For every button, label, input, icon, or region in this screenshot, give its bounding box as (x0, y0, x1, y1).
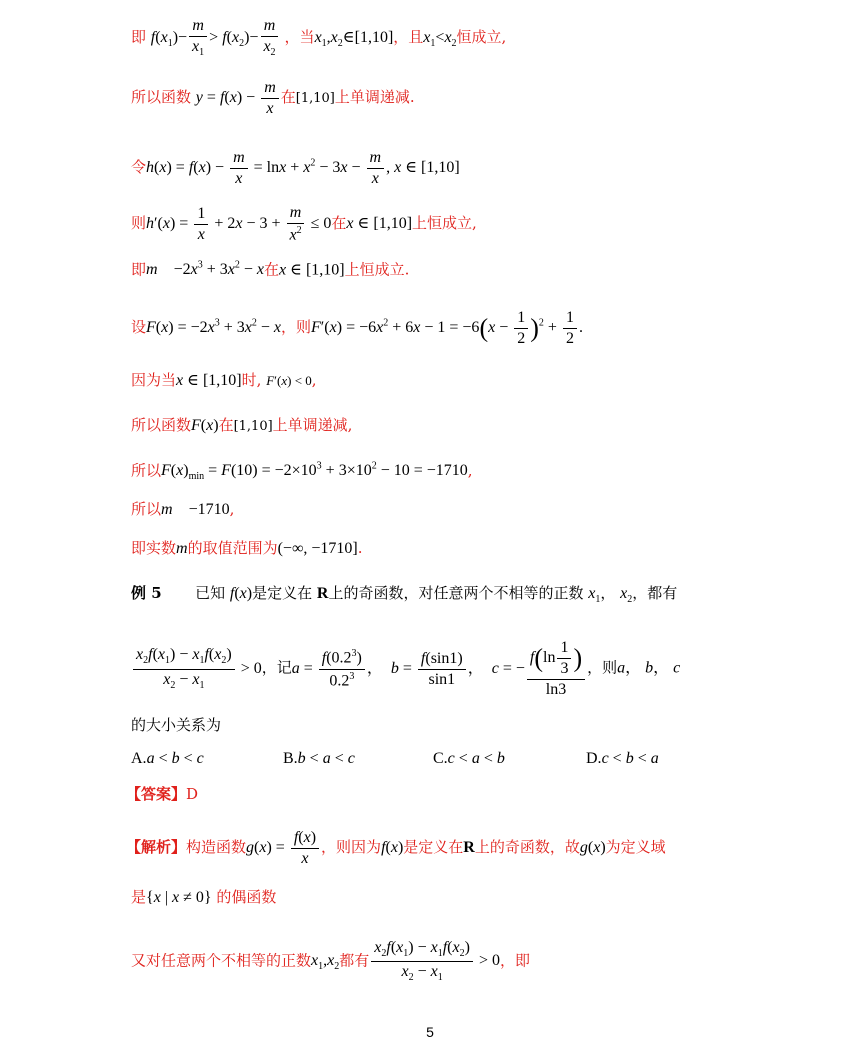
analysis-label: 【解析】 (126, 838, 187, 857)
answer-line (126, 787, 198, 802)
derivation-line-5: 即m $-2x^3 + 3x^2 - x$在x ∈ [1,10]上恒成立. (131, 260, 410, 279)
derivation-line-2: 所以函数 y = f(x) − $\frac{m}{x}$ 在[1,10]上单调递减. (131, 79, 415, 117)
example-5-line-2: $\frac{x_2f(x_1) - x_1f(x_2)}{x_2 - x_1}$ > 0，记a = $\frac{f(0.2^3)}{0.2^3}$ ， b = $\frac{f(\sin 1)}{\sin 1}$ ， c = − f(ln $\frac{1}{3}$ ) ln3 ，则a， b， c (131, 640, 680, 698)
derivation-line-7: 因为当x ∈ [1,10]时, F′(x) < 0, (131, 371, 317, 389)
example-label: 例 5 (131, 584, 162, 602)
example-5-line-1: 例 5 已知 f(x)是定义在 R上的奇函数，对任意两个不相等的正数 $x_1$， $x_2$，都有 (131, 584, 678, 606)
answer-label: 【答案】 (126, 785, 187, 803)
derivation-line-3: 令h(x) = f(x) − $\frac{m}{x}$ = $\ln x + x^2 - 3x$ − $\frac{m}{x}$ , x ∈ [1,10] (131, 149, 460, 187)
derivation-line-11: 即实数m的取值范围为(−∞, −1710]. (131, 539, 363, 557)
example-5-line-3: 的大小关系为 (131, 716, 222, 734)
answer-value: D (186, 785, 199, 803)
option-c[interactable]: C.c < a < b (433, 750, 505, 767)
derivation-line-9: 所以$F(x)_{min} = F(10) = -2\times 10^3 + 3\times 10^2 - 10 = -1710$, (131, 461, 473, 483)
option-d[interactable]: D.c < b < a (586, 750, 659, 767)
page-number: 5 (426, 1024, 434, 1040)
derivation-line-1: 即 $f(x_1)-$ $\frac{m}{x_1}$ > $f(x_2)-$ $\frac{m}{x_2}$ ，当$x_1,x_2\in[1,10]$，且$x_1<x_2$恒成立, (131, 17, 507, 59)
derivation-line-10: 所以m −1710, (131, 500, 235, 518)
option-b[interactable]: B.b < a < c (283, 750, 355, 767)
analysis-line-3: 又对任意两个不相等的正数$x_1,x_2$都有 $\frac{x_2f(x_1) - x_1f(x_2)}{x_2 - x_1}$ > 0，即 (131, 939, 530, 984)
analysis-line-1: 【解析】构造函数g(x) = $\frac{f(x)}{x}$ ，则因为f(x)是定义在R上的奇函数，故g(x)为定义域 (126, 829, 666, 867)
derivation-line-4: 则h′(x) = $\frac{1}{x}$ + 2x − 3 + $\frac{m}{x^2}$ ≤ 0在x ∈ [1,10]上恒成立, (131, 204, 477, 244)
analysis-line-2: 是{x | x ≠ 0} 的偶函数 (131, 888, 277, 906)
derivation-line-8: 所以函数F(x)在[1,10]上单调递减, (131, 416, 353, 434)
inequality-expression: $f(x_1)-$ $\frac{m}{x_1}$ > $f(x_2)-$ $\frac{m}{x_2}$ (151, 29, 285, 46)
option-a[interactable]: A.a < b < c (131, 750, 204, 767)
derivation-line-6: 设$F(x) = -2x^3 + 3x^2 - x$，则$F'(x) = -6x^2 + 6x - 1 = -6(x$ − $\frac{1}{2}$ )$^2$ + $\frac{1}{2}$ . (131, 309, 583, 347)
